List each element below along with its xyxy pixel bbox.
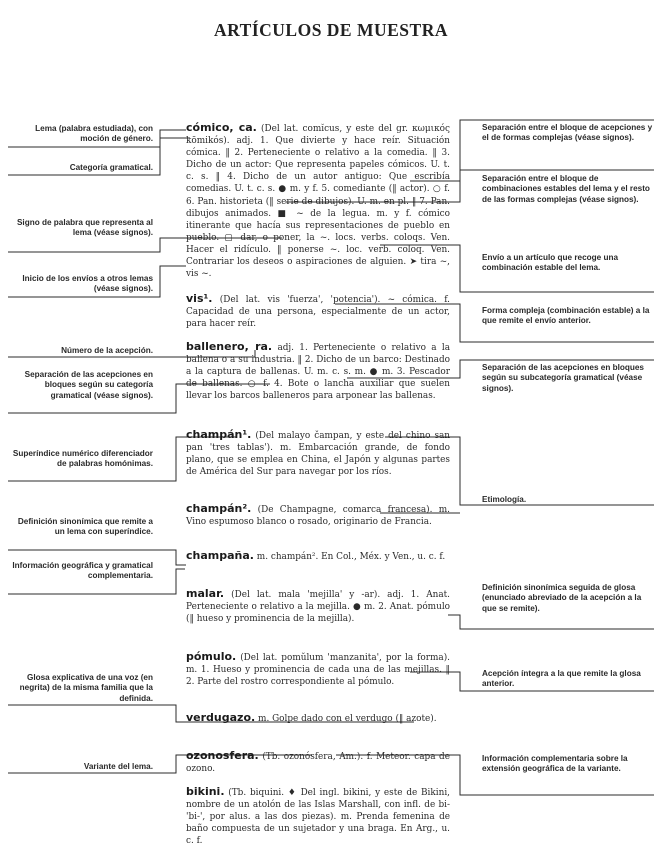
entry-vis [186,293,450,330]
label-separacion: Separación de las acepciones en bloques según su categoría gramatical (véase signos). [24,370,153,400]
label-superindice: Superíndice numérico diferenciador de palabras homónimas. [12,449,153,469]
lemma: pómulo. [186,650,237,663]
lemma: malar. [186,587,225,600]
lemma: verdugazo. [186,711,256,724]
entry-ozonosfera [186,750,450,775]
connector-def-glosa [448,615,654,629]
lemma: bikini. [186,785,225,798]
entry-body: (Del malayo čampan, y este del chino san pan 'tres tablas'). m. Embarcación grande, de fondo plano, que se emplea en China, el Japón y algunas partes de América del Sur para navegar por los ríos. [186,431,451,478]
entry-champana [186,550,450,563]
lemma: ozonosfera. [186,749,259,762]
entry-ballenero [186,341,450,402]
label-envios: Inicio de los envíos a otros lemas (véase signos). [22,274,153,294]
label-sep-combinaciones: Separación entre el bloque de combinaciones estables del lema y el resto de las formas complejas (véase signos). [482,174,650,204]
entry-bikini [186,786,450,847]
label-geografica: Información geográfica y gramatical complementaria. [12,561,153,581]
entry-pomulo [186,651,450,688]
entry-body: (Tb. ozonósfera, Am.). f. Meteor. capa de ozono. [186,752,450,775]
label-acepcion-integra: Acepción íntegra a la que remite la glosa anterior. [482,669,641,689]
entry-body: (Del lat. mala 'mejilla' y -ar). adj. 1. Anat. Perteneciente o relativo a la mejilla. ● m. 2. Anat. pómulo (‖ hueso y prominencia de la mejilla). [186,590,450,625]
lemma: champaña. [186,549,254,562]
label-definicion: Definición sinonímica que remite a un lema con superíndice. [17,517,153,537]
entry-body: (Del lat. vis 'fuerza', 'potencia'). ~ cómica. f. Capacidad de una persona, especialmente de un actor, para hacer reír. [186,295,451,330]
lemma: cómico, ca. [186,121,257,134]
entry-champan1 [186,429,450,478]
lemma: champán¹. [186,428,252,441]
entry-body: (De Champagne, comarca francesa). m. Vino espumoso blanco o rosado, originario de Francia. [186,505,450,528]
lemma: ballenero, ra. [186,340,273,353]
label-numero: Número de la acepción. [61,346,153,355]
label-info-variante: Información complementaria sobre la extensión geográfica de la variante. [482,754,628,774]
page-title: ARTÍCULOS DE MUESTRA [213,20,448,40]
label-variante: Variante del lema. [83,762,153,771]
lemma: champán². [186,502,252,515]
label-signo: Signo de palabra que representa al lema (véase signos). [16,218,153,238]
label-forma-compleja: Forma compleja (combinación estable) a la que remite el envío anterior. [482,306,650,326]
lemma: vis¹. [186,292,213,305]
label-sep-subcategoria: Separación de las acepciones en bloques según su subcategoría gramatical (véase signos). [482,363,644,393]
entry-champan2 [186,503,450,528]
entry-body: m. Golpe dado con el verdugo (‖ azote). [258,714,437,724]
entry-body: adj. 1. Perteneciente o relativo a la ballena o a su industria. ‖ 2. Dicho de un barco: Destinado a la captura de ballenas. U. m. c. s. m. ● m. 3. Pescador de ballenas. ○ f. 4. Bote o lancha auxiliar que suelen llevar los barcos balleneros para arponear las ballenas. [186,343,450,402]
label-envio-articulo: Envío a un artículo que recoge una combinación estable del lema. [482,253,619,273]
label-glosa: Glosa explicativa de una voz (en negrita) de la misma familia que la definida. [19,673,153,703]
label-categoria: Categoría gramatical. [69,163,153,172]
entry-comico [186,122,450,280]
entry-body: m. champán². En Col., Méx. y Ven., u. c. f. [256,552,446,562]
label-etimologia: Etimología. [482,495,527,504]
entry-body: (Del lat. pomŭlum 'manzanita', por la forma). m. 1. Hueso y prominencia de cada una de las mejillas. ‖ 2. Parte del rostro correspondiente al pómulo. [186,653,451,688]
entry-verdugazo [186,712,450,725]
label-lema: Lema (palabra estudiada), con moción de género. [35,124,153,144]
entry-malar [186,588,450,625]
entry-body: (Del lat. comĭcus, y este del gr. κωμικός kōmikós). adj. 1. Que divierte y hace reír. Situación cómica. ‖ 2. Perteneciente o relativo a la comedia. ‖ 3. Dicho de un actor: Que representa papeles cómicos. U. t. c. s. ‖ 4. Dicho de un autor antiguo: Que escribía comedias. U. t. c. s. ● m. y f. 5. comediante (‖ actor). ○ f. 6. Pan. historieta (‖ serie de dibujos). U. m. en pl. ‖ 7. Pan. dibujos animados. ■ ~ de la legua. m. y f. cómico itinerante que hacía sus representaciones de pueblo en pueblo. ▢ dar, o poner, la ~. locs. verbs. coloqs. Ven. Hacer el ridículo. ‖ ponerse ~. loc. verb. coloq. Ven. Contrariar los deseos o aspiraciones de alguien. ➤ tira ~, vis ~. [186,124,450,280]
label-sep-bloque: Separación entre el bloque de acepciones y el de formas complejas (véase signos). [482,123,653,143]
entry-body: (Tb. biquini. ♦ Del ingl. bikini, y este de Bikini, nombre de un atolón de las Islas Marshall, con infl. de bi- 'bi-', por alus. a las dos piezas). m. Prenda femenina de baño compuesta de un sujetador y una braga. En Arg., u. c. f. [186,788,450,847]
label-def-glosa: Definición sinonímica seguida de glosa (enunciado abreviado de la acepción a la que se remite). [482,583,642,613]
